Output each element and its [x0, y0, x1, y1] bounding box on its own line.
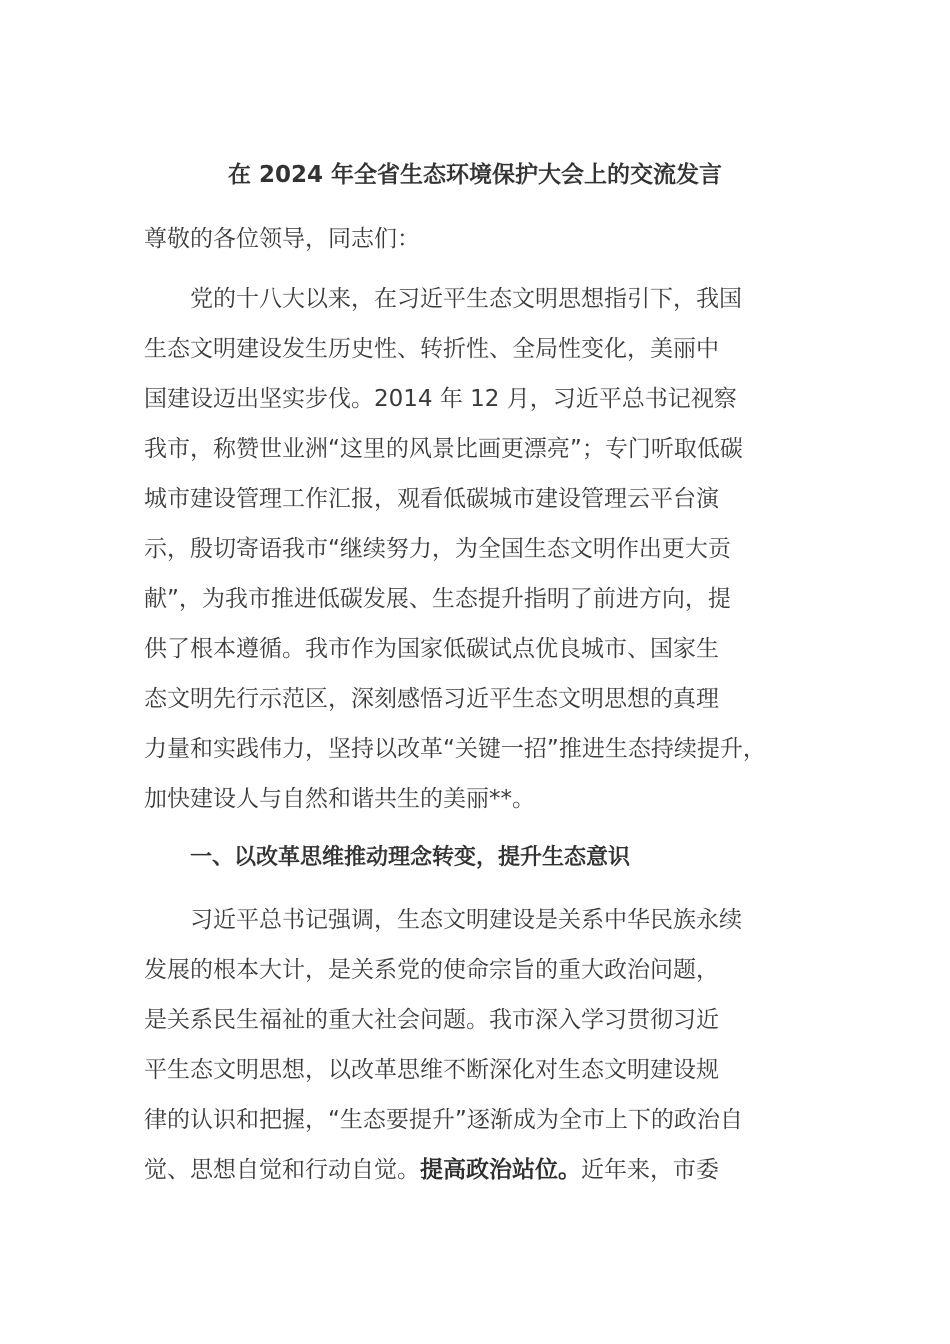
paragraph-line: 律的认识和把握，“生态要提升”逐渐成为全市上下的政治自 [144, 1107, 743, 1133]
paragraph-line: 国建设迈出坚实步伐。2014 年 12 月，习近平总书记视察 [144, 386, 737, 412]
section-heading: 一、以改革思维推动理念转变，提升生态意识 [190, 845, 631, 870]
paragraph-line: 态文明先行示范区，深刻感悟习近平生态文明思想的真理 [144, 686, 719, 712]
paragraph-text: 觉、思想自觉和行动自觉。 [144, 1157, 420, 1183]
paragraph-line: 党的十八大以来，在习近平生态文明思想指引下，我国 [190, 286, 742, 312]
paragraph-line: 习近平总书记强调，生态文明建设是关系中华民族永续 [190, 907, 742, 933]
paragraph-line [144, 1150, 719, 1190]
paragraph-line: 加快建设人与自然和谐共生的美丽**。 [144, 786, 535, 812]
document-title: 在 2024 年全省生态环境保护大会上的交流发言 [227, 162, 723, 188]
salutation: 尊敬的各位领导，同志们： [144, 226, 420, 252]
paragraph-line: 供了根本遵循。我市作为国家低碳试点优良城市、国家生 [144, 636, 719, 662]
paragraph-line: 是关系民生福祉的重大社会问题。我市深入学习贯彻习近 [144, 1007, 719, 1033]
paragraph-line: 示，殷切寄语我市“继续努力，为全国生态文明作出更大贡 [144, 536, 731, 562]
paragraph-line: 平生态文明思想，以改革思维不断深化对生态文明建设规 [144, 1057, 719, 1083]
paragraph-line: 我市，称赞世业洲“这里的风景比画更漂亮”；专门听取低碳 [144, 436, 743, 462]
paragraph-line: 发展的根本大计，是关系党的使命宗旨的重大政治问题， [144, 957, 719, 983]
bold-emphasis: 提高政治站位。 [420, 1157, 581, 1183]
paragraph-line: 力量和实践伟力，坚持以改革“关键一招”推进生态持续提升， [144, 736, 766, 762]
paragraph-line: 献”，为我市推进低碳发展、生态提升指明了前进方向，提 [144, 586, 731, 612]
paragraph-line: 城市建设管理工作汇报，观看低碳城市建设管理云平台演 [144, 486, 719, 512]
paragraph-line: 生态文明建设发生历史性、转折性、全局性变化，美丽中 [144, 336, 719, 362]
paragraph-text: 近年来，市委 [581, 1157, 719, 1183]
